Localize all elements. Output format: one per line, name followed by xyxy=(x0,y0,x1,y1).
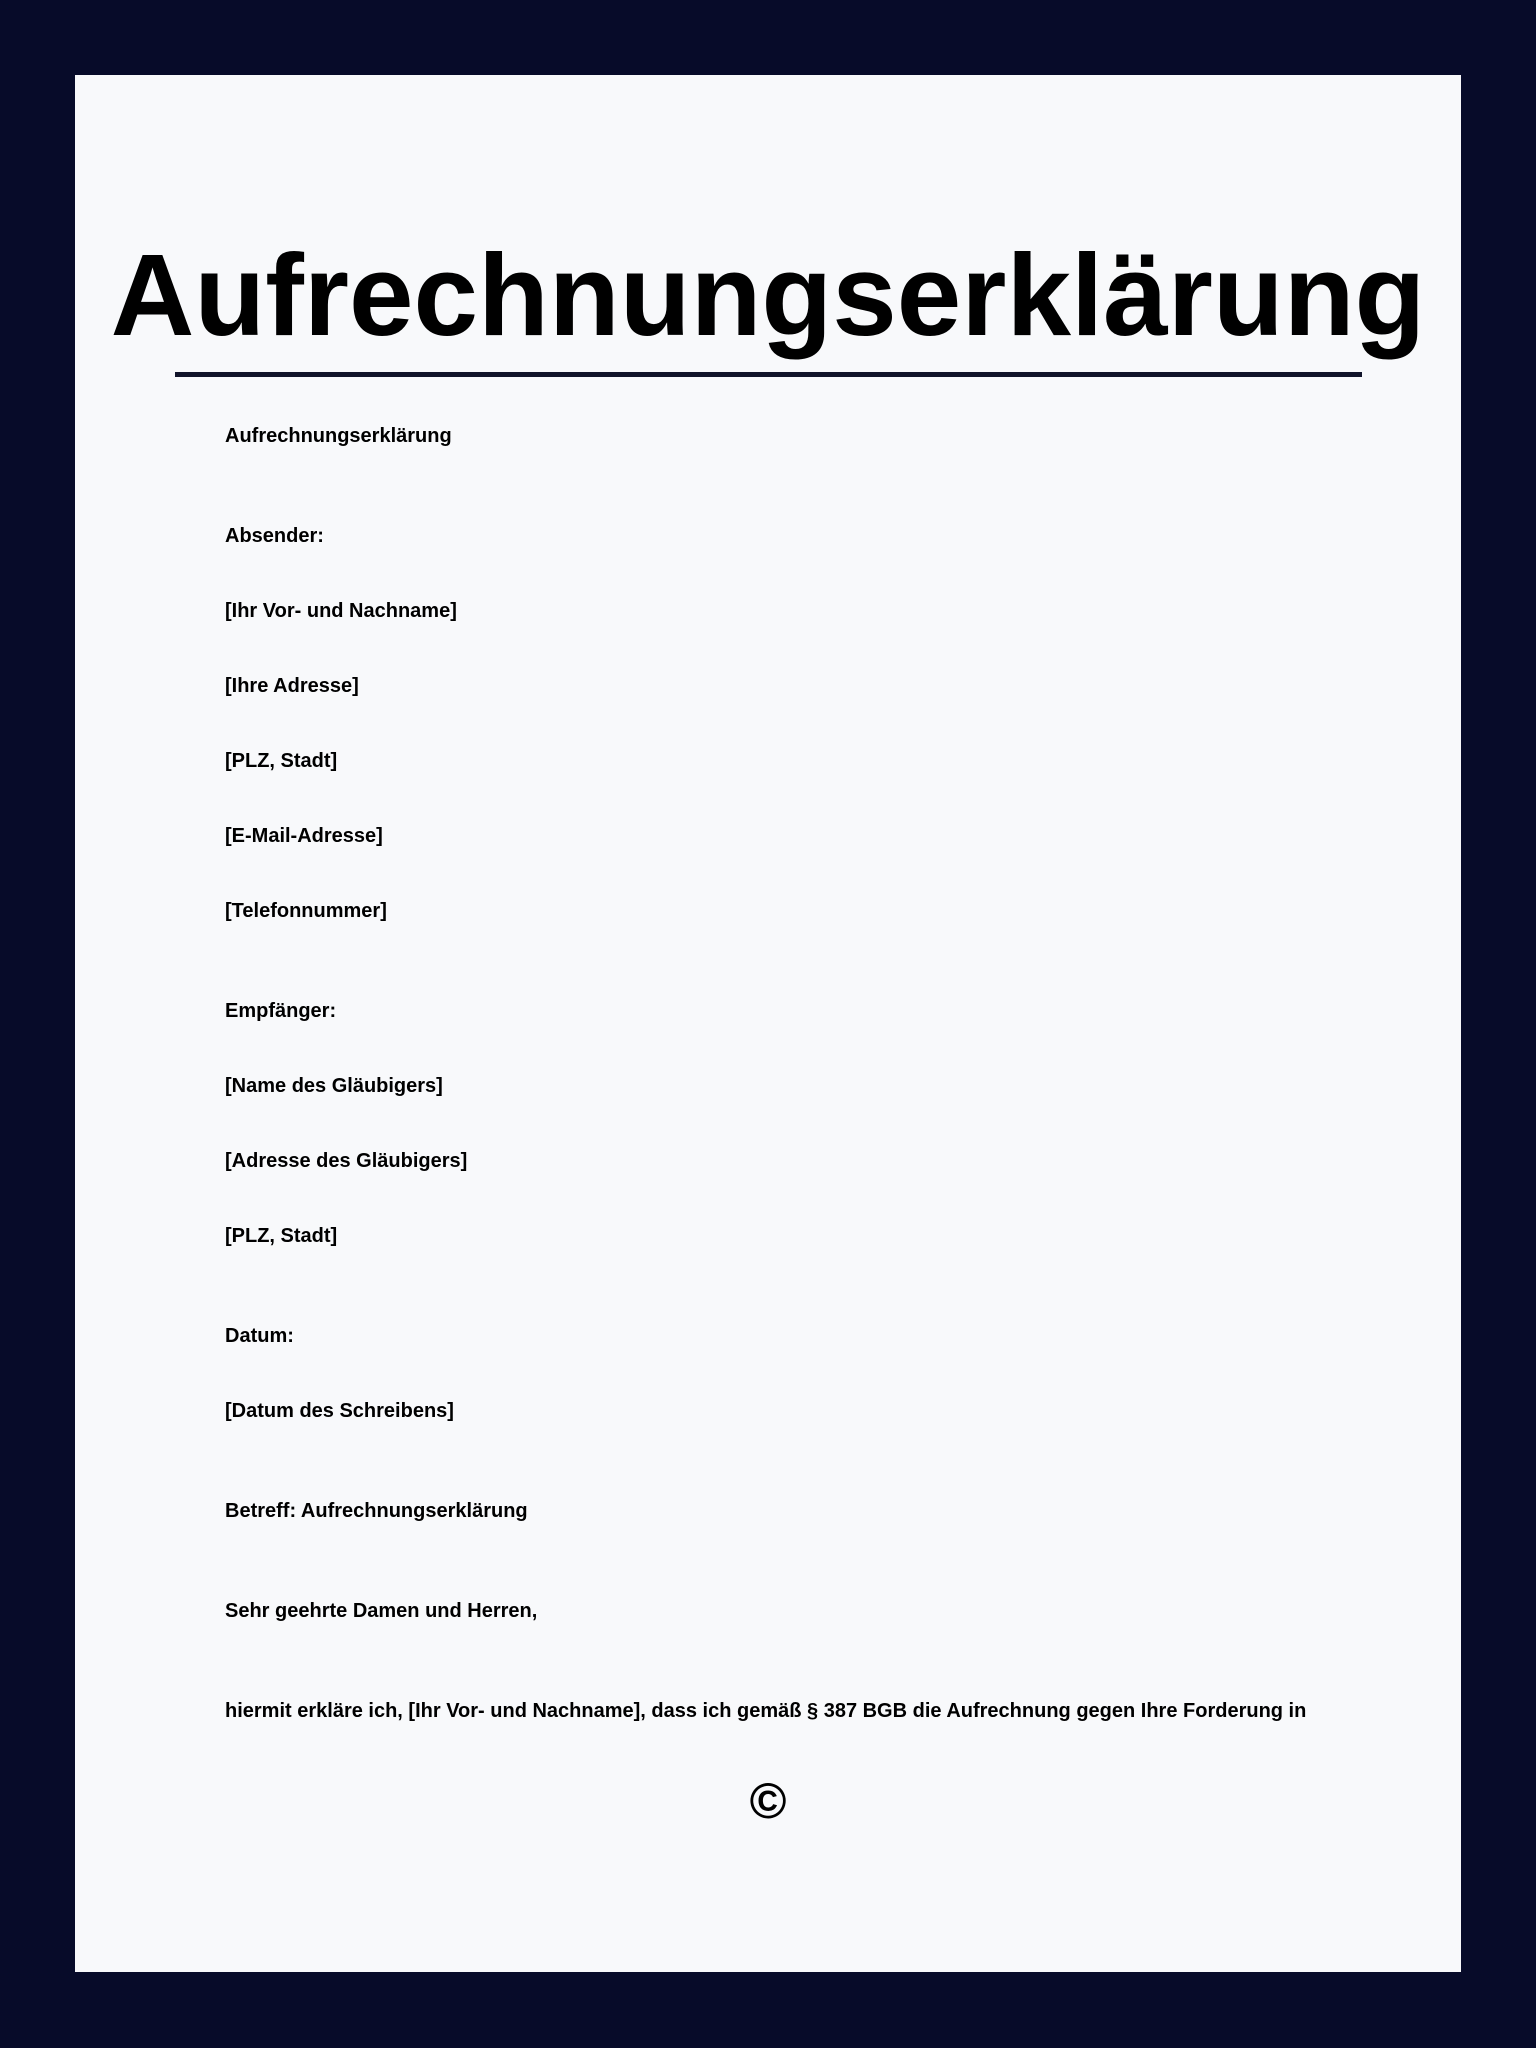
sender-phone: [Telefonnummer] xyxy=(225,900,387,922)
title-divider xyxy=(175,372,1362,377)
sender-label: Absender: xyxy=(225,525,324,547)
sender-address: [Ihre Adresse] xyxy=(225,675,359,697)
sender-name: [Ihr Vor- und Nachname] xyxy=(225,600,457,622)
body-paragraph: hiermit erkläre ich, [Ihr Vor- und Nachname], dass ich gemäß § 387 BGB die Aufrechnung gegen Ihre Forderung in xyxy=(225,1700,1307,1722)
sender-city: [PLZ, Stadt] xyxy=(225,750,338,772)
document-heading: Aufrechnungserklärung xyxy=(225,425,452,447)
subject-line: Betreff: Aufrechnungserklärung xyxy=(225,1500,528,1522)
recipient-label: Empfänger: xyxy=(225,1000,337,1022)
date-value: [Datum des Schreibens] xyxy=(225,1400,454,1422)
document-page xyxy=(75,75,1461,1972)
recipient-name: [Name des Gläubigers] xyxy=(225,1075,443,1097)
copyright-icon: © xyxy=(749,1773,787,1829)
sender-email: [E-Mail-Adresse] xyxy=(225,825,383,847)
document-title: Aufrechnungserklärung xyxy=(110,230,1426,360)
salutation: Sehr geehrte Damen und Herren, xyxy=(225,1600,538,1622)
recipient-city: [PLZ, Stadt] xyxy=(225,1225,338,1247)
date-label: Datum: xyxy=(225,1325,294,1347)
recipient-address: [Adresse des Gläubigers] xyxy=(225,1150,468,1172)
